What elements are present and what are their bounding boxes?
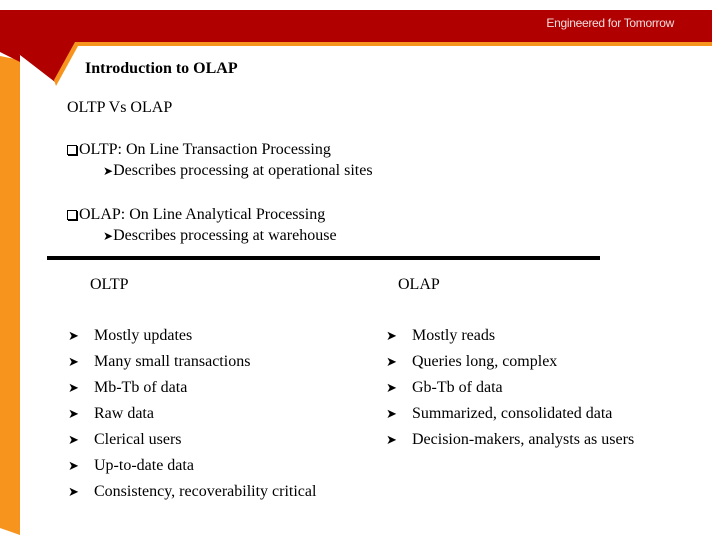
- item-text: Raw data: [94, 405, 154, 422]
- item-text: Mostly updates: [94, 327, 193, 344]
- definition-olap-detail: [103, 227, 337, 245]
- arrow-bullet-icon: ➤: [103, 229, 114, 243]
- checkbox-bullet-icon: [67, 145, 77, 155]
- item-text: Mb-Tb of data: [94, 379, 188, 396]
- oltp-heading: OLTP: [90, 276, 129, 293]
- arrow-bullet-icon: ➤: [386, 354, 397, 369]
- item-text: Mostly reads: [412, 327, 496, 344]
- arrow-bullet-icon: ➤: [68, 458, 79, 473]
- list-item: [68, 349, 316, 375]
- item-text: Many small transactions: [94, 353, 251, 370]
- item-text: Decision-makers, analysts as users: [412, 431, 635, 448]
- item-text: Queries long, complex: [412, 353, 558, 370]
- slide-title: Introduction to OLAP: [85, 60, 238, 77]
- brand-tagline: Engineered for Tomorrow: [546, 16, 674, 30]
- list-item: [386, 323, 634, 349]
- item-text: Up-to-date data: [94, 457, 194, 474]
- definition-detail: Describes processing at warehouse: [113, 227, 337, 244]
- arrow-bullet-icon: ➤: [68, 354, 79, 369]
- definition-oltp-detail: [103, 162, 373, 180]
- divider-rule: [47, 256, 600, 260]
- arrow-bullet-icon: ➤: [68, 380, 79, 395]
- item-text: Clerical users: [94, 431, 182, 448]
- item-text: Gb-Tb of data: [412, 379, 503, 396]
- arrow-bullet-icon: ➤: [68, 406, 79, 421]
- arrow-bullet-icon: ➤: [386, 328, 397, 343]
- definition-term: OLTP: On Line Transaction Processing: [79, 141, 331, 158]
- olap-list: [386, 323, 634, 453]
- arrow-bullet-icon: ➤: [68, 328, 79, 343]
- list-item: [68, 453, 316, 479]
- list-item: [386, 375, 634, 401]
- arrow-bullet-icon: ➤: [386, 380, 397, 395]
- item-text: Consistency, recoverability critical: [94, 483, 317, 500]
- checkbox-bullet-icon: [67, 210, 77, 220]
- arrow-bullet-icon: ➤: [68, 484, 79, 499]
- definition-detail: Describes processing at operational sites: [113, 162, 373, 179]
- list-item: [386, 401, 634, 427]
- list-item: [68, 401, 316, 427]
- slide-subtitle: OLTP Vs OLAP: [67, 99, 173, 116]
- item-text: Summarized, consolidated data: [412, 405, 613, 422]
- olap-heading: OLAP: [398, 276, 440, 293]
- oltp-list: [68, 323, 316, 505]
- list-item: [386, 427, 634, 453]
- list-item: [68, 479, 316, 505]
- definition-olap: [67, 206, 325, 224]
- arrow-bullet-icon: ➤: [103, 164, 114, 178]
- list-item: [68, 323, 316, 349]
- arrow-bullet-icon: ➤: [386, 406, 397, 421]
- definition-oltp: [67, 141, 331, 159]
- arrow-bullet-icon: ➤: [68, 432, 79, 447]
- definition-term: OLAP: On Line Analytical Processing: [79, 206, 326, 223]
- list-item: [68, 427, 316, 453]
- list-item: [386, 349, 634, 375]
- arrow-bullet-icon: ➤: [386, 432, 397, 447]
- list-item: [68, 375, 316, 401]
